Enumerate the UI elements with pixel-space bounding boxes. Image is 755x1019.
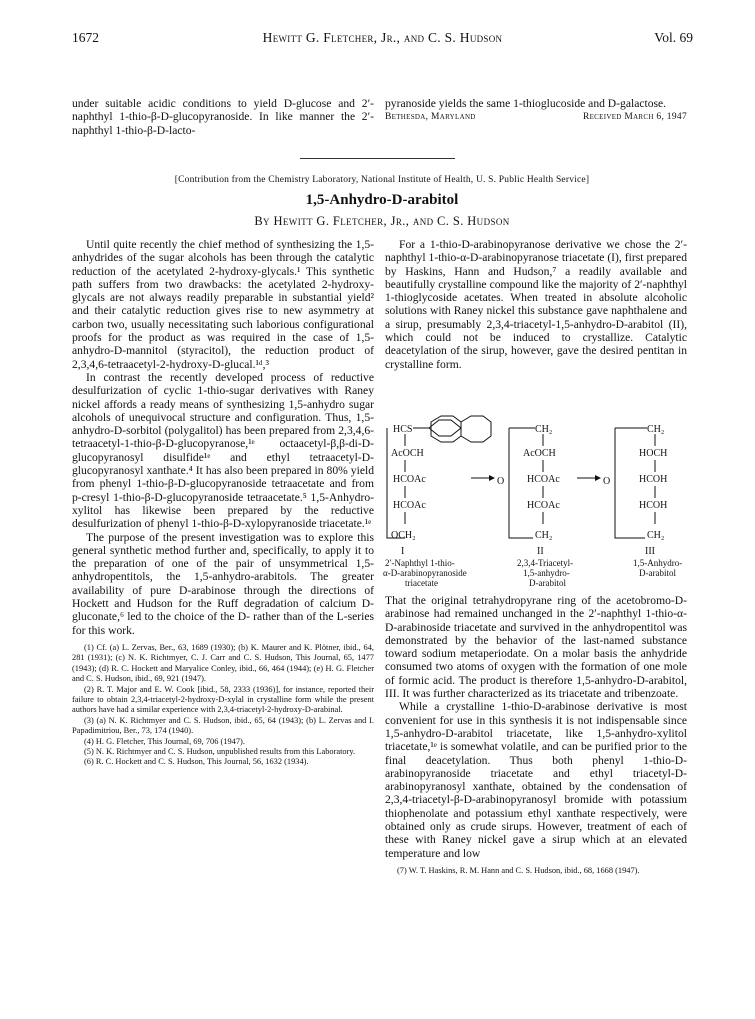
- footnote: (2) R. T. Major and E. W. Cook [ibid., 58, 2333 (1936)], for instance, reported their failure to obtain 2,3,4-triacetyl-2-hydroxy-D-xylal in crystalline form while the present authors have had a similar experience with 2,3,4-triacetyl-2-hydroxy-D-arabinal.: [72, 684, 374, 715]
- struct-II-row: AcOCH: [523, 448, 556, 459]
- struct-III-caption: D-arabitol: [639, 568, 676, 578]
- footnote: (3) (a) N. K. Richtmyer and C. S. Hudson, ibid., 65, 64 (1943); (b) L. Zervas and I. Papadimitriou, Ber., 73, 174 (1940).: [72, 715, 374, 736]
- contribution-line: [Contribution from the Chemistry Laboratory, National Institute of Health, U. S. Public Health Service]: [174, 175, 590, 185]
- structure-I: [383, 412, 491, 588]
- struct-I-row: HCOAc: [393, 500, 426, 511]
- running-title: Hewitt G. Fletcher, Jr., and C. S. Hudson: [262, 30, 503, 45]
- volume-label: Vol. 69: [654, 30, 693, 45]
- struct-III-row: HCOH: [639, 500, 668, 511]
- struct-I-row: HCOAc: [393, 474, 426, 485]
- struct-I-caption: triacetate: [405, 578, 438, 588]
- struct-II-numeral: II: [537, 546, 544, 557]
- paragraph: The purpose of the present investigation was to explore this general synthetic method further and, specifically, to apply it to the preparation of one of the pair of unsymmetrical 1,5-anhydropentitols, the 1,5-anhydro-arabitols. The greater availability of pure D-arabinose through the directions of Hockett and Hudson for the Ruff degradation of calcium D-gluconate,⁶ led to the choice of the D- rather than of the L-series for this work.: [72, 530, 374, 637]
- paragraph: That the original tetrahydropyrane ring of the acetobromo-D-arabinose had remained unchanged in the 2′-naphthyl 1-thio-α-D-arabinoside triacetate and survived in the anhydropentitol was demonstrated by the behavior of the last-named substance toward sodium metaperiodate. On a molar basis the anhydride consumed two atoms of oxygen with the formation of one mole of formic acid. The product is therefore 1,5-anhydro-D-arabitol, III. It was further characterized as its triacetate and tribenzoate.: [385, 594, 687, 701]
- footnote: (7) W. T. Haskins, R. M. Hann and C. S. Hudson, ibid., 68, 1668 (1947).: [397, 865, 640, 875]
- struct-II-caption: 2,3,4-Triacetyl-: [517, 558, 574, 568]
- running-header: [72, 30, 693, 48]
- ring-oxygen: O: [603, 476, 611, 487]
- struct-I-numeral: I: [401, 546, 405, 557]
- footnotes: [72, 643, 374, 768]
- right-column-upper: [385, 238, 687, 371]
- struct-II-row: HCOAc: [527, 474, 560, 485]
- received-date: Received March 6, 1947: [582, 112, 687, 123]
- naphthalene-ring-icon: [429, 420, 461, 436]
- prev-article-col1: under suitable acidic conditions to yield D-glucose and 2′-naphthyl 1-thio-β-D-glucopyranoside. In like manner the 2′-naphthyl 1-thio-β-D-lacto-: [72, 97, 374, 137]
- struct-III-row: HCOH: [639, 474, 668, 485]
- page-number: 1672: [72, 30, 99, 45]
- ring-oxygen: O: [497, 476, 505, 487]
- article-divider: [300, 158, 455, 159]
- struct-I-caption: 2′-Naphthyl 1-thio-: [385, 558, 455, 568]
- struct-III-caption: 1,5-Anhydro-: [633, 558, 683, 568]
- struct-I-row: OCH₂: [391, 530, 416, 541]
- footnote: (1) Cf. (a) L. Zervas, Ber., 63, 1689 (1930); (b) K. Maurer and K. Plötner, ibid., 64, 281 (1931); (c) N. K. Richtmyer, C. J. Carr and C. S. Hudson, This Journal, 65, 1477 (1943); (d) R. C. Hockett and Maryalice Conley, ibid., 66, 464 (1944); (e) H. G. Fletcher and C. S. Hudson, ibid., 69, 921 (1947).: [72, 642, 374, 684]
- struct-III-row: CH₂: [647, 424, 665, 435]
- footnote: (4) H. G. Fletcher, This Journal, 69, 706 (1947).: [84, 736, 245, 746]
- article-title: 1,5-Anhydro-D-arabitol: [305, 192, 459, 208]
- struct-I-row: HCS: [393, 424, 413, 435]
- struct-II-row: CH₂: [535, 530, 553, 541]
- structure-III: [615, 424, 682, 578]
- struct-II-caption: 1,5-anhydro-: [523, 568, 570, 578]
- paragraph: While a crystalline 1-thio-D-arabinose derivative is most convenient for use in this synthesis it is not indispensable since 1,5-anhydro-D-arabitol triacetate, like 1,5-anhydro-xylitol triacetate,¹ᵉ is somewhat volatile, and can be purified prior to the final deacetylation. Thus both phenyl 1-thio-D-arabinopyranoside triacetate and ethyl triacetyl-D-arabinopyranosyl xanthate, obtained by the condensation of 2,3,4-triacetyl-β-D-arabinopyranosyl bromide with potassium thiophenolate and potassium ethyl xanthate respectively, were obtained only as crude sirups. However, treatment of each of these with Raney nickel gave a sirup which at an elevated temperature and low: [385, 700, 687, 860]
- location: Bethesda, Maryland: [385, 112, 476, 123]
- paragraph: Until quite recently the chief method of synthesizing the 1,5-anhydrides of the sugar alcohols has been through the catalytic reduction of the acetylated 2-hydroxy-glycals.¹ This synthetic path suffers from two drawbacks: the acetylated 2-hydroxy-glycals are not always readily preparable in substantial yield² and their catalytic reduction gives rise to new asymmetry at carbon two, usually necessitating such laborious configurational proofs for the product as was required in the case of 1,5-anhydro-D-mannitol (styracitol), the reduction product of 2,3,4,6-tetraacetyl-2-hydroxy-D-glucal.¹ᵈ,³: [72, 238, 374, 371]
- prev-article-signoff: [385, 111, 687, 124]
- article-authors: By Hewitt G. Fletcher, Jr., and C. S. Hudson: [254, 214, 510, 228]
- left-column: [72, 238, 374, 768]
- structural-formulas: [383, 420, 701, 588]
- struct-II-row: CH₂: [535, 424, 553, 435]
- footnote: (5) N. K. Richtmyer and C. S. Hudson, unpublished results from this Laboratory.: [84, 746, 356, 756]
- struct-III-row: CH₂: [647, 530, 665, 541]
- footnote: (6) R. C. Hockett and C. S. Hudson, This Journal, 56, 1632 (1934).: [84, 757, 309, 767]
- struct-III-numeral: III: [645, 546, 655, 557]
- struct-III-row: HOCH: [639, 448, 668, 459]
- struct-II-row: HCOAc: [527, 500, 560, 511]
- paragraph: In contrast the recently developed process of reductive desulfurization of cyclic 1-thio-sugar derivatives with Raney nickel affords a ready means of synthesizing 1,5-anhydro sugar alcohols of unequivocal structure and configuration. Thus, 1,5-anhydro-D-sorbitol (polygalitol) has been prepared from 2,3,4,6-tetraacetyl-1-thio-β-D-glucopyranose,¹ᵉ octaacetyl-β,β-di-D-glucopyranosyl disulfide¹ᵉ and ethyl tetraacetyl-D-glucopyranosyl xanthate.⁴ It has also been prepared in 80% yield from phenyl 1-thio-β-D-glucopyranoside tetraacetate and from p-cresyl 1-thio-β-D-glucopyranoside tetraacetate.⁵ 1,5-Anhydro-xylitol has likewise been prepared by the reductive desulfurization of phenyl 1-thio-β-D-xylopyranoside triacetate.¹ᵉ: [72, 370, 374, 531]
- struct-II-caption: D-arabitol: [529, 578, 566, 588]
- structure-II: [509, 424, 573, 588]
- paragraph: For a 1-thio-D-arabinopyranose derivative we chose the 2′-naphthyl 1-thio-α-D-arabinopyranose triacetate (I), first prepared by Haskins, Hann and Hudson,⁷ a readily available and beautifully crystalline compound like the majority of 2′-naphthyl 1-thioglycoside acetates. When treated in absolute alcoholic solutions with Raney nickel this substance gave naphthalene and a sirup, presumably 2,3,4-triacetyl-1,5-anhydro-D-arabitol (II), which could not be induced to crystallize. Catalytic deacetylation of the sirup, however, gave the desired pentitan in crystalline form.: [385, 238, 687, 371]
- struct-I-row: AcOCH: [391, 448, 424, 459]
- footnotes: [385, 866, 687, 876]
- struct-I-caption: α-D-arabinopyranoside: [383, 568, 467, 578]
- prev-article-col2: pyranoside yields the same 1-thioglucoside and D-galactose. Bethesda, Maryland Received March 6, 1947: [385, 97, 687, 125]
- right-column-lower: [385, 594, 687, 876]
